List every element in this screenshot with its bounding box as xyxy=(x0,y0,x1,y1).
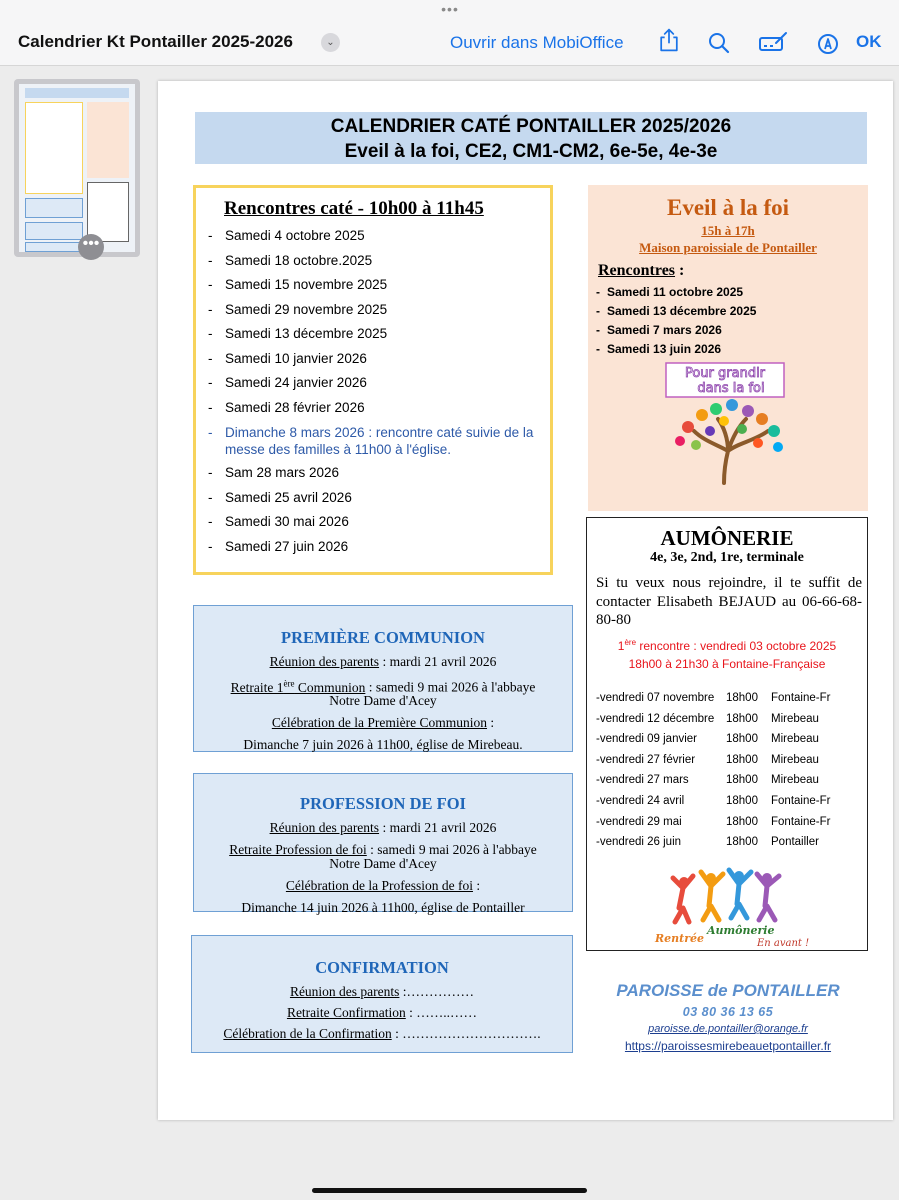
eveil-title: Eveil à la foi xyxy=(666,195,790,220)
list-item: - Samedi 7 mars 2026 xyxy=(596,323,756,342)
document-title: Calendrier Kt Pontailler 2025-2026 xyxy=(18,32,293,51)
list-item: - Sam 28 mars 2026 xyxy=(208,465,543,490)
aumonerie-title: AUMÔNERIE xyxy=(660,526,794,550)
search-icon[interactable] xyxy=(706,30,732,56)
svg-text:En avant !: En avant ! xyxy=(757,938,809,948)
list-item: - Samedi 13 décembre 2025 xyxy=(208,326,543,351)
list-item: - Samedi 4 octobre 2025 xyxy=(208,228,543,253)
window-grabber[interactable]: ••• xyxy=(441,1,459,17)
eveil-rencontres-label: Rencontres : xyxy=(598,262,685,279)
confirmation-celebration: Célébration de la Confirmation : …………………………. xyxy=(223,1026,541,1041)
table-row: -vendredi 26 juin 18h00 Pontailler xyxy=(596,836,819,849)
home-indicator[interactable] xyxy=(312,1188,587,1193)
aumonerie-rentree-logo-icon xyxy=(649,858,809,948)
communion-parents-meeting: Réunion des parents : mardi 21 avril 2026 xyxy=(269,654,497,669)
table-row: -vendredi 24 avril 18h00 Fontaine-Fr xyxy=(596,794,831,807)
communion-retreat-place: Notre Dame d'Acey xyxy=(329,692,437,708)
calendar-header xyxy=(195,112,867,164)
paroisse-website-link[interactable]: https://paroissesmirebeauetpontailler.fr xyxy=(624,1039,832,1053)
communion-celebration-date: Dimanche 7 juin 2026 à 11h00, église de Mirebeau. xyxy=(243,736,523,752)
paroisse-name: PAROISSE de PONTAILLER xyxy=(616,981,840,1000)
eveil-dates-list xyxy=(596,285,756,361)
list-item-family-mass: - Dimanche 8 mars 2026 : rencontre caté suivie de la messe des familles à 11h00 à l'église. xyxy=(208,424,543,465)
table-row: -vendredi 27 février 18h00 Mirebeau xyxy=(596,753,819,766)
communion-retreat: Retraite 1ère Communion : samedi 9 mai 2026 à l'abbaye xyxy=(230,678,536,695)
eveil-a-la-foi-box xyxy=(588,185,868,511)
thumbnail-page-preview xyxy=(19,84,135,252)
markup-pen-icon[interactable] xyxy=(815,30,841,56)
profession-retreat: Retraite Profession de foi : samedi 9 mai 2026 à l'abbaye xyxy=(229,842,537,857)
profession-celebration-date: Dimanche 14 juin 2026 à 11h00, église de Pontailler xyxy=(241,900,525,915)
list-item: - Samedi 10 janvier 2026 xyxy=(208,351,543,376)
aumonerie-first-meeting: 1ère rencontre : vendredi 03 octobre 2025 18h00 à 21h30 à Fontaine-Française xyxy=(617,638,837,671)
communion-celebration-label: Célébration de la Première Communion : xyxy=(271,714,495,730)
list-item: - Samedi 29 novembre 2025 xyxy=(208,302,543,327)
thumbnail-more-button[interactable]: ••• xyxy=(78,234,104,260)
aumonerie-contact-text: Si tu veux nous rejoindre, il te suffit de contacter Elisabeth BEJAUD au 06-66-68-80-80 xyxy=(596,575,862,628)
svg-text:Rentrée: Rentrée xyxy=(655,932,705,945)
list-item: - Samedi 25 avril 2026 xyxy=(208,490,543,515)
table-row: -vendredi 09 janvier 18h00 Mirebeau xyxy=(596,733,819,746)
list-item: - Samedi 15 novembre 2025 xyxy=(208,277,543,302)
list-item: - Samedi 13 juin 2026 xyxy=(596,342,756,361)
tree-logo-icon xyxy=(658,361,798,486)
chevron-down-icon[interactable]: ⌄ xyxy=(321,33,340,52)
list-item: - Samedi 28 février 2026 xyxy=(208,400,543,425)
list-item: - Samedi 24 janvier 2026 xyxy=(208,375,543,400)
confirmation-parents-meeting: Réunion des parents :…………… xyxy=(289,984,475,999)
rencontres-list xyxy=(208,228,543,563)
list-item: - Samedi 18 octobre.2025 xyxy=(208,253,543,278)
paroisse-contact xyxy=(588,981,868,1053)
profession-celebration-label: Célébration de la Profession de foi : xyxy=(285,878,481,893)
paroisse-email-link[interactable]: paroisse.de.pontailler@orange.fr xyxy=(648,1023,808,1035)
paroisse-phone: 03 80 36 13 65 xyxy=(682,1005,774,1019)
table-row: -vendredi 07 novembre 18h00 Fontaine-Fr xyxy=(596,692,831,704)
profession-title: PROFESSION DE FOI xyxy=(300,794,466,813)
confirmation-box xyxy=(191,935,573,1053)
list-item: - Samedi 30 mai 2026 xyxy=(208,514,543,539)
list-item: - Samedi 11 octobre 2025 xyxy=(596,285,756,304)
eveil-place: Maison paroissiale de Pontailler xyxy=(639,240,817,255)
confirmation-retreat: Retraite Confirmation : ……..…… xyxy=(286,1005,478,1020)
open-in-mobioffice-button[interactable]: Ouvrir dans MobiOffice xyxy=(450,33,624,52)
svg-text:Pour grandir: Pour grandir xyxy=(684,366,766,381)
list-item: - Samedi 27 juin 2026 xyxy=(208,539,543,564)
aumonerie-subtitle: 4e, 3e, 2nd, 1re, terminale xyxy=(650,550,804,565)
document-page xyxy=(158,81,893,1120)
page-thumbnail[interactable] xyxy=(14,79,140,257)
aumonerie-box xyxy=(586,517,868,951)
premiere-communion-box xyxy=(193,605,573,752)
ok-button[interactable]: OK xyxy=(856,32,882,51)
list-item: - Samedi 13 décembre 2025 xyxy=(596,304,756,323)
table-row: -vendredi 12 décembre 18h00 Mirebeau xyxy=(596,712,819,725)
profession-retreat-place: Notre Dame d'Acey xyxy=(329,856,437,871)
svg-text:dans la foi: dans la foi xyxy=(697,381,765,396)
svg-text:Aumônerie: Aumônerie xyxy=(707,924,775,937)
share-icon[interactable] xyxy=(656,27,682,53)
table-row: -vendredi 27 mars 18h00 Mirebeau xyxy=(596,774,819,787)
rencontres-title: Rencontres caté - 10h00 à 11h45 xyxy=(224,198,484,219)
top-toolbar xyxy=(0,0,899,66)
table-row: -vendredi 29 mai 18h00 Fontaine-Fr xyxy=(596,815,831,828)
profession-parents-meeting: Réunion des parents : mardi 21 avril 2026 xyxy=(269,820,497,835)
profession-de-foi-box xyxy=(193,773,573,915)
rencontres-cate-box xyxy=(193,185,553,575)
eveil-hours: 15h à 17h xyxy=(701,223,755,238)
aumonerie-schedule xyxy=(596,692,856,857)
header-line-2: Eveil à la foi, CE2, CM1-CM2, 6e-5e, 4e-3e xyxy=(344,141,718,162)
communion-title: PREMIÈRE COMMUNION xyxy=(281,628,485,647)
annotate-icon[interactable] xyxy=(758,30,788,56)
confirmation-title: CONFIRMATION xyxy=(315,958,449,977)
header-line-1: CALENDRIER CATÉ PONTAILLER 2025/2026 xyxy=(330,116,732,137)
